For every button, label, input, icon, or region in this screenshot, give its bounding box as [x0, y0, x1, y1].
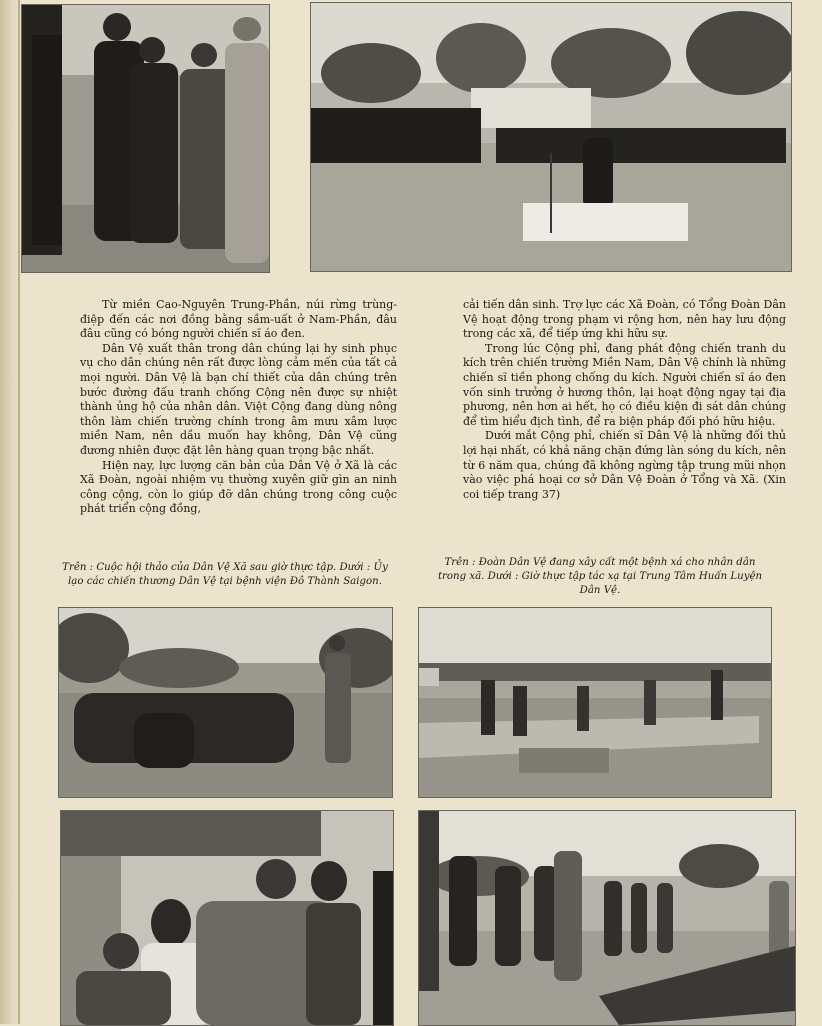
article-paragraph: Dưới mắt Cộng phỉ, chiến sĩ Dân Vệ là những đối thủ lợi hại nhất, có khả năng chặn đứng làn sóng du kích, nên từ 6 năm qua, chúng đã không ngừng tập trung mũi nhọn vào việc phá hoại cơ sở Dân Vệ Đoàn ở Tổng và Xã. (Xin coi tiếp trang 37)	[463, 429, 786, 501]
gutter-line	[18, 0, 20, 1024]
photo-clinic-construction	[418, 607, 772, 798]
article-paragraph: cải tiến dân sinh. Trợ lực các Xã Đoàn, có Tổng Đoàn Dân Vệ hoạt động trong phạm vi rộng hơn, nên hay lưu động trong các xã, để tiếp ứng khi hữu sự.	[463, 298, 786, 341]
article-paragraph: Dân Vệ xuất thân trong dân chúng lại hy sinh phục vụ cho dân chúng nên rất được lòng cảm mến của tất cả mọi người. Dân Vệ là bạn chí thiết của dân chúng trên bước đường đấu tranh chống Cộng nên được sự nhiệt thành ủng hộ của nhân dân. Việt Cộng đang dùng nông thôn làm chiến trường chính trong âm mưu xâm lược miền Nam, nên dầu muốn hay không, Dân Vệ cũng đương nhiên được đặt lên hàng quan trọng bậc nhất.	[80, 341, 397, 457]
photo-officers-inspection	[21, 4, 270, 273]
article-right-column	[463, 298, 786, 502]
photo-hospital-visit	[60, 810, 394, 1026]
caption-right: Trên : Đoàn Dân Vệ đang xây cất một bệnh xá cho nhân dân trong xã. Dưới : Giờ thực tập tác xạ tại Trung Tâm Huấn Luyện Dân Vệ.	[437, 557, 763, 596]
caption-left: Trên : Cuộc hội thảo của Dân Vệ Xã sau giờ thực tập. Dưới : Ủy lạo các chiến thương Dân Vệ tại bệnh viện Đô Thành Saigon.	[62, 562, 388, 587]
photo-militia-meeting	[58, 607, 393, 798]
photo-ceremony	[310, 2, 792, 272]
article-paragraph: Trong lúc Cộng phỉ, đang phát động chiến tranh du kích trên chiến trường Miền Nam, Dân Vệ chính là những chiến sĩ tiền phong chống du kích. Người chiến sĩ áo đen vốn sinh trưởng ở hương thôn, lại hoạt động ngay tại địa phương, nên hơn ai hết, họ có điều kiện đi sát dân chúng để tìm hiểu địch tình, để ra biện pháp đối phó hữu hiệu.	[463, 341, 786, 428]
article-paragraph: Hiện nay, lực lượng căn bản của Dân Vệ ở Xã là các Xã Đoàn, ngoài nhiệm vụ thường xuyên giữ gìn an ninh công cộng, còn lo giúp đỡ dân chúng trong công cuộc phát triển cộng đồng,	[80, 458, 397, 516]
photo-firing-practice	[418, 810, 796, 1026]
article-left-column	[80, 298, 397, 517]
article-paragraph: Từ miền Cao-Nguyên Trung-Phần, núi rừng trùng-điệp đến các nơi đồng bằng sầm-uất ở Nam-Phần, đâu đâu cũng có bóng người chiến sĩ áo đen.	[80, 298, 397, 341]
